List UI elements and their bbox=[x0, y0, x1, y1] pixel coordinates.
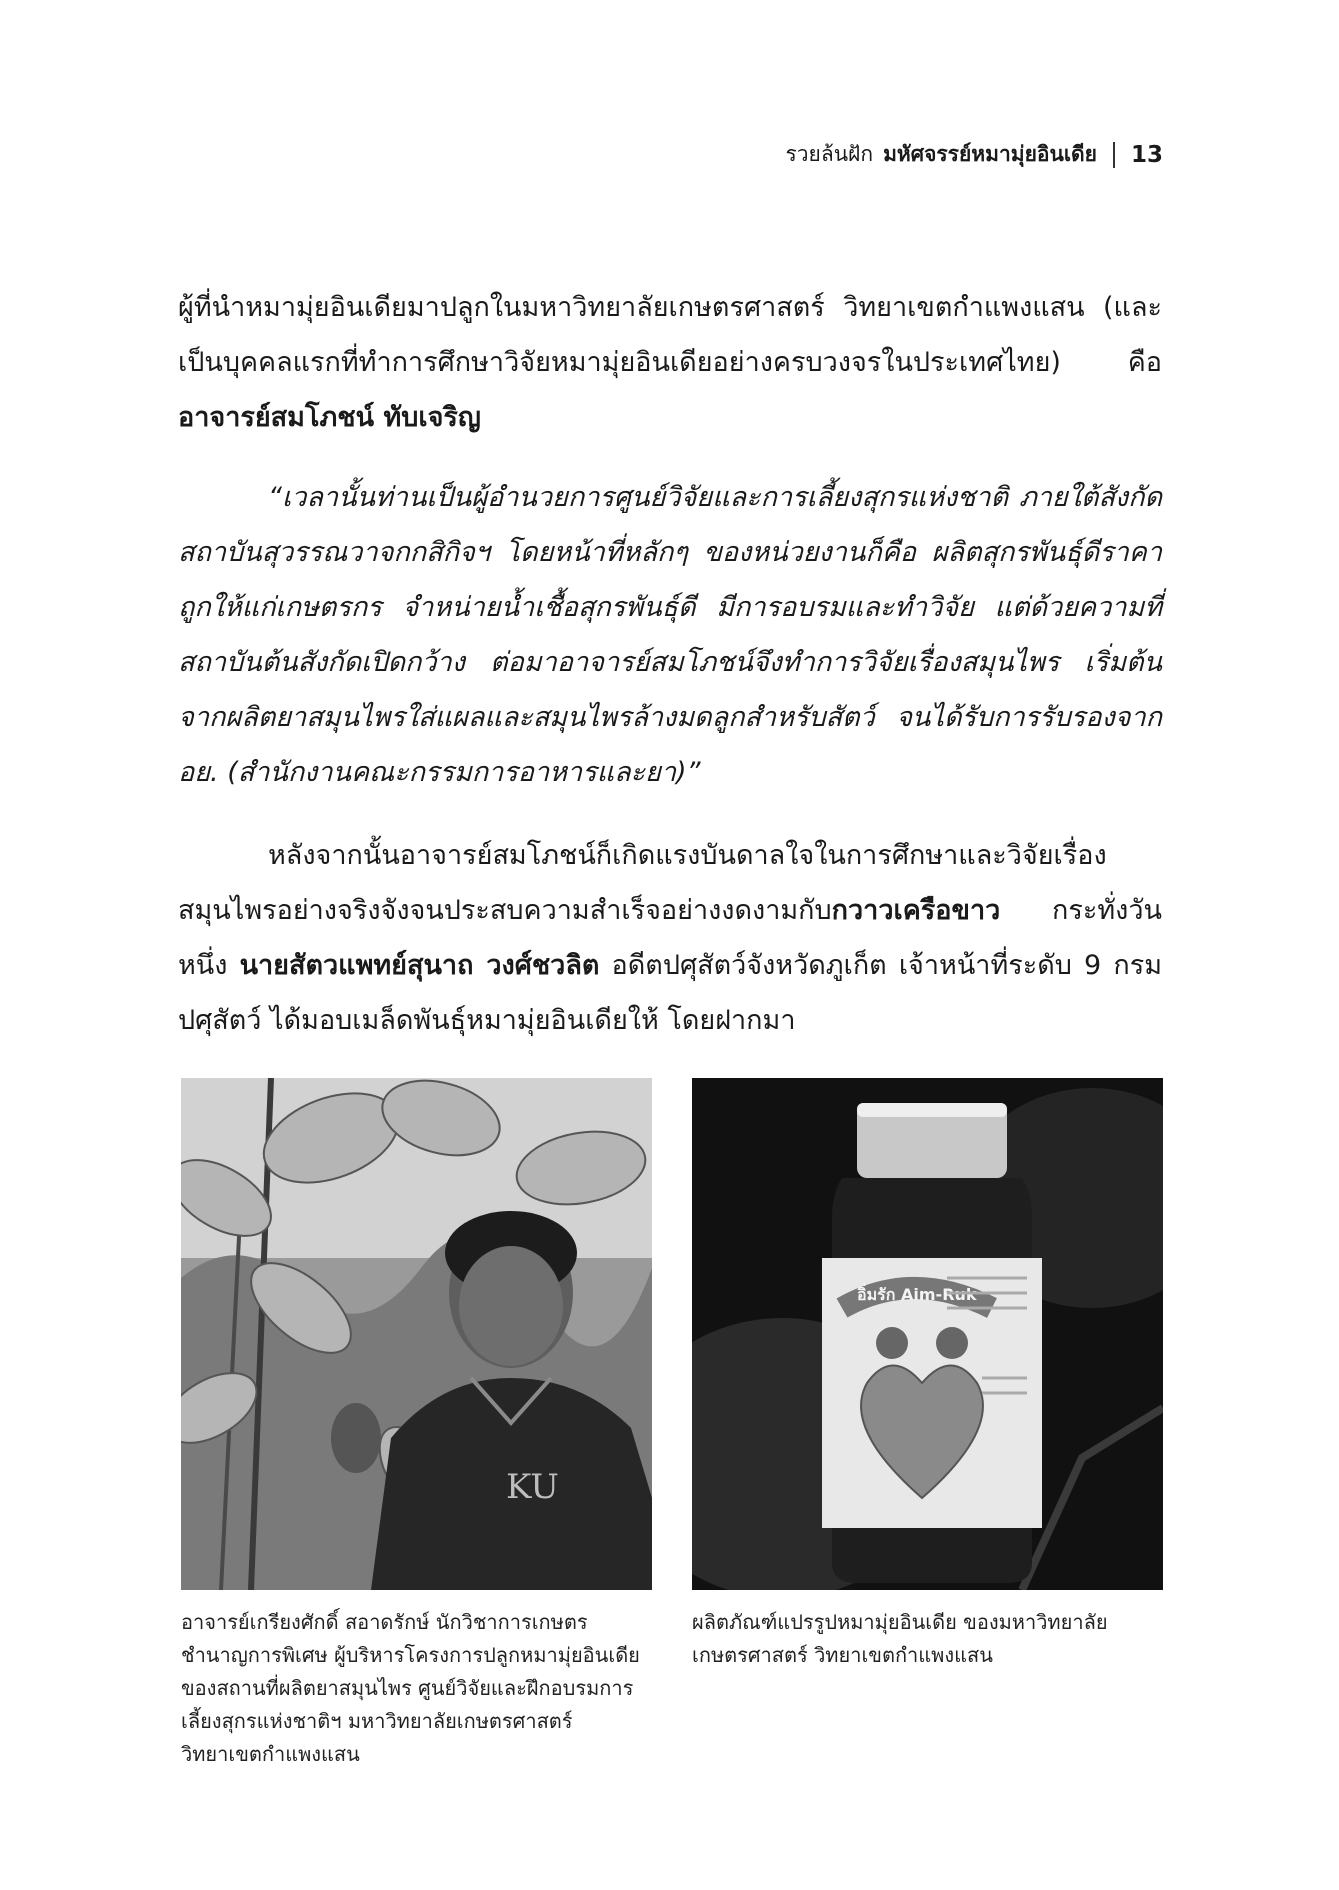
photo-researcher bbox=[181, 1078, 652, 1590]
product-photo-illustration bbox=[692, 1078, 1163, 1590]
quote-text: “เวลานั้นท่านเป็นผู้อำนวยการศูนย์วิจัยและการเลี้ยงสุกรแห่งชาติ ภายใต้สังกัดสถาบันสุวรรณวาจกกสิกิจฯ โดยหน้าที่หลักๆ ของหน่วยงานก็คือ ผลิตสุกรพันธุ์ดีราคาถูกให้แก่เกษตรกร จำหน่ายน้ำเชื้อสุกรพันธุ์ดี มีการอบรมและทำวิจัย แต่ด้วยความที่สถาบันต้นสังกัดเปิดกว้าง ต่อมาอาจารย์สมโภชน์จึงทำการวิจัยเรื่องสมุนไพร เริ่มต้นจากผลิตยาสมุนไพรใส่แผลและสมุนไพรล้างมดลูกสำหรับสัตว์ จนได้รับการรับรองจาก อย. (สำนักงานคณะกรรมการอาหารและยา)” bbox=[178, 482, 1162, 788]
label-brand: อิ่มรัก Aim-Ruk bbox=[857, 1285, 977, 1304]
paragraph-story bbox=[178, 828, 1162, 1048]
header-divider bbox=[1113, 142, 1115, 168]
story-text-1: หลังจากนั้นอาจารย์สมโภชน์ก็เกิดแรงบันดาลใจในการศึกษาและวิจัยเรื่องสมุนไพรอย่างจริงจังจนประสบความสำเร็จอย่างงดงามกับ bbox=[178, 840, 1107, 926]
book-title-prefix: รวยล้นฝัก bbox=[785, 142, 874, 166]
caption-product: ผลิตภัณฑ์แปรรูปหมามุ่ยอินเดีย ของมหาวิทยาลัยเกษตรศาสตร์ วิทยาเขตกำแพงแสน bbox=[692, 1610, 1108, 1667]
shirt-logo: KU bbox=[506, 1467, 559, 1507]
veterinarian-name: นายสัตวแพทย์สุนาถ วงศ์ชวลิต bbox=[239, 950, 600, 981]
professor-name: อาจารย์สมโภชน์ ทับเจริญ bbox=[178, 402, 481, 433]
story-text-2: กระทั่งวันหนึ่ง bbox=[178, 895, 1162, 981]
page-number: 13 bbox=[1130, 141, 1163, 168]
book-title-main: มหัศจรรย์หมามุ่ยอินเดีย bbox=[883, 142, 1097, 166]
caption-researcher: อาจารย์เกรียงศักดิ์ สอาดรักษ์ นักวิชาการเกษตรชำนาญการพิเศษ ผู้บริหารโครงการปลูกหมามุ่ยอินเดียของสถานที่ผลิตยาสมุนไพร ศูนย์วิจัยและฝึกอบรมการเลี้ยงสุกรแห่งชาติฯ มหาวิทยาลัยเกษตรศาสตร์ วิทยาเขตกำแพงแสน bbox=[181, 1610, 640, 1766]
story-text-3: อดีตปศุสัตว์จังหวัดภูเก็ต เจ้าหน้าที่ระดับ 9 กรมปศุสัตว์ ได้มอบเมล็ดพันธุ์หมามุ่ยอินเดียให้ โดยฝากมา bbox=[178, 950, 1162, 1036]
researcher-photo-illustration bbox=[181, 1078, 652, 1590]
quote-paragraph bbox=[178, 470, 1162, 800]
paragraph-intro-text: ผู้ที่นำหมามุ่ยอินเดียมาปลูกในมหาวิทยาลัยเกษตรศาสตร์ วิทยาเขตกำแพงแสน (และเป็นบุคคลแรกที่ทำการศึกษาวิจัยหมามุ่ยอินเดียอย่างครบวงจรในประเทศไทย) คือ bbox=[178, 292, 1162, 378]
photo-product bbox=[692, 1078, 1163, 1590]
running-header bbox=[785, 138, 1163, 171]
paragraph-intro bbox=[178, 280, 1162, 445]
herb-name: กวาวเครือขาว bbox=[831, 895, 1001, 926]
